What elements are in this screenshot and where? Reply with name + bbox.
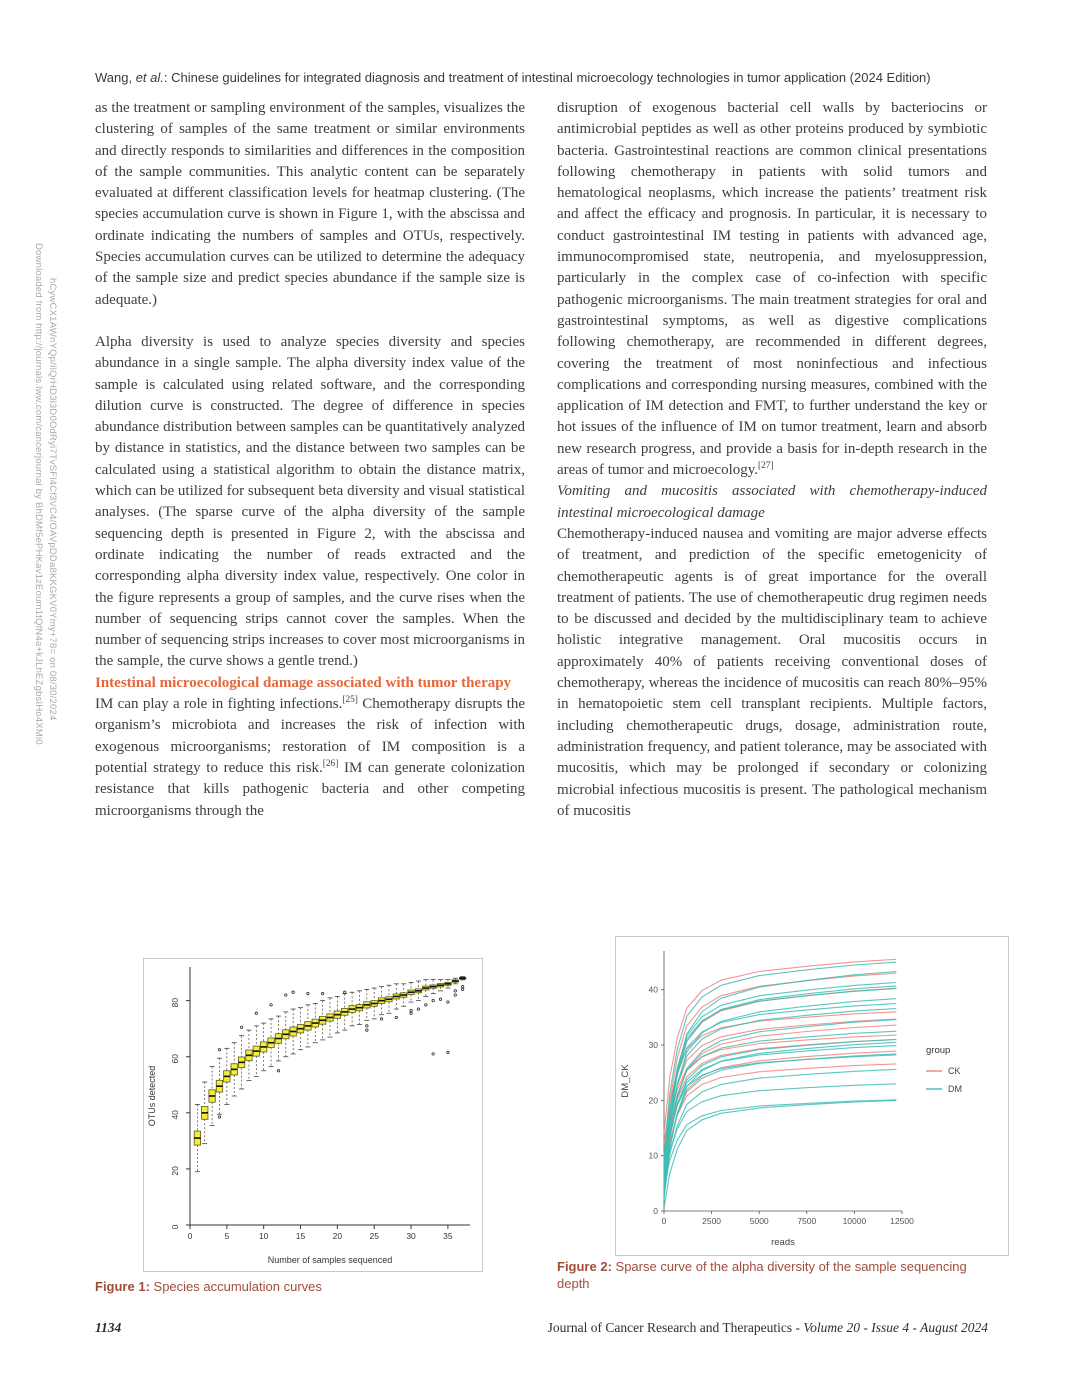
svg-text:20: 20	[648, 1095, 658, 1106]
svg-text:DM_CK: DM_CK	[620, 1064, 631, 1098]
right-column	[557, 98, 987, 934]
svg-text:20: 20	[332, 1231, 343, 1241]
download-watermark-line1: Downloaded from http://journals.lww.com/cancerjournal by BhDMf5ePHKav1zEoum1tQfN4a+kJLhEZgbsIHo4XMi0	[33, 243, 44, 745]
figure2-image	[615, 936, 1009, 1256]
svg-text:25: 25	[369, 1231, 379, 1241]
subheading-vomiting-mucositis: Vomiting and mucositis associated with chemotherapy-induced intestinal microecological damage	[557, 483, 987, 521]
svg-text:60: 60	[170, 1054, 180, 1064]
left-column	[95, 98, 525, 938]
svg-text:0: 0	[187, 1231, 193, 1241]
svg-text:0: 0	[653, 1206, 658, 1216]
running-header-etal: et al.	[135, 70, 164, 85]
svg-text:10: 10	[258, 1231, 269, 1241]
paragraph-im-text-a: IM can play a role in fighting infections.	[95, 696, 343, 713]
figure2-caption-text: Sparse curve of the alpha diversity of the sample sequencing depth	[557, 1259, 967, 1291]
paragraph-clustering: as the treatment or sampling environment of the samples, visualizes the clustering of samples of the same treatment or similar environments and directly responds to similarities and differences in the composition of the sample communities. This analytic content can be separately evaluated at different classification levels for heatmap clustering. (The species accumulation curve is shown in Figure 1, with the abscissa and ordinate indicating the numbers of samples and OTUs, respectively. Species accumulation curves can be utilized to determine the adequacy of the sample size and predict species abundance if the sample size is adequate.)	[95, 100, 525, 308]
svg-text:15: 15	[295, 1231, 306, 1241]
svg-text:80: 80	[170, 997, 180, 1008]
svg-text:0: 0	[661, 1216, 667, 1226]
citation-25: [25]	[342, 695, 358, 706]
citation-26: [26]	[322, 758, 339, 769]
citation-27: [27]	[758, 461, 774, 472]
section-heading-intestinal-damage: Intestinal microecological damage associated with tumor therapy	[95, 674, 512, 691]
figure1-caption-label: Figure 1:	[95, 1279, 150, 1294]
svg-text:OTUs detected: OTUs detected	[147, 1065, 157, 1127]
running-header-authors: Wang,	[95, 70, 136, 85]
figure2-chart	[616, 937, 1006, 1253]
journal-name: Journal of Cancer Research and Therapeutics	[547, 1320, 793, 1335]
svg-text:reads: reads	[771, 1237, 795, 1248]
running-header	[95, 70, 987, 85]
svg-text:group: group	[926, 1045, 951, 1056]
running-header-title: : Chinese guidelines for integrated diagnosis and treatment of intestinal microecology technologies in tumor application (2024 Edition)	[163, 70, 931, 85]
svg-text:7500: 7500	[797, 1216, 817, 1226]
svg-text:40: 40	[648, 984, 658, 995]
svg-text:DM: DM	[948, 1084, 962, 1094]
paragraph-chemo-text: disruption of exogenous bacterial cell walls by bacteriocins or antimicrobial peptides as well as other proteins produced by symbiotic bacteria. Gastrointestinal reactions are common clinical presentations following chemotherapy in patients with solid tumors and hematological neoplasms, which increase the patients’ treatment risk and affect the efficacy and prognosis. In particular, it is necessary to conduct gastrointestinal IM testing in patients with advanced age, immunocompromised state, neutropenia, and myelosuppression, particularly in the complex case of co-infection with specific pathogenic microorganisms. The main treatment strategies for oral and gastrointestinal symptoms, as well as digestive complications following chemotherapy, are recommended in different degrees, covering the treatment of most noninfectious and infectious complications and corresponding nursing measures, combined with the application of IM detection and FMT, to further understand the key or hot issues of the influence of IM on tumor treatment, learn and absorb new research progress, and provide a basis for in-depth research in the areas of tumor and microecology.	[557, 100, 987, 479]
paragraph-im-text-b: Chemotherapy disrupts the organism’s microbiota and increases the risk of infection with exogenous microorganisms; restoration of IM composition is a potential strategy to reduce this risk.	[95, 696, 525, 776]
svg-text:10000: 10000	[842, 1216, 867, 1226]
svg-text:0: 0	[170, 1224, 180, 1230]
svg-text:5000: 5000	[749, 1216, 769, 1226]
figure1-chart	[144, 959, 480, 1269]
svg-text:5: 5	[224, 1231, 230, 1241]
svg-text:CK: CK	[948, 1066, 961, 1076]
paragraph-nausea-vomiting: Chemotherapy-induced nausea and vomiting are major adverse effects of treatment, and prediction of the specific emetogenicity of chemotherapeutic agents is of great importance for the overall treatment of patients. The use of chemotherapeutic drug regimen needs to be discussed and decided by the multidisciplinary team to achieve holistic integrative management. Oral mucositis occurs in approximately 40% of patients receiving conventional doses of chemotherapy, whereas the incidence of mucositis can reach 80%–95% in hematopoietic stem cell transplant recipients. Multiple factors, including chemotherapeutic drugs, dosage, administration route, administration frequency, and patient tolerance, may be associated with mucositis, which may be prolonged if secondary or colonizing microbial infectious mucositis is present. The pathological mechanism of mucositis	[557, 525, 987, 819]
svg-text:12500: 12500	[890, 1216, 914, 1226]
figure1-caption	[95, 1278, 527, 1295]
svg-text:30: 30	[648, 1040, 658, 1051]
svg-text:2500: 2500	[702, 1216, 722, 1226]
journal-issue: - Volume 20 - Issue 4 - August 2024	[792, 1320, 988, 1335]
figure2-caption	[557, 1258, 989, 1292]
paragraph-chemo-gastro	[557, 98, 987, 481]
figure1-image	[143, 958, 483, 1272]
svg-text:30: 30	[406, 1231, 416, 1241]
page-number: 1134	[95, 1320, 122, 1335]
paragraph-gap	[95, 311, 525, 332]
journal-footer	[400, 1320, 988, 1336]
svg-text:40: 40	[170, 1110, 180, 1120]
figure2-caption-label: Figure 2:	[557, 1259, 612, 1274]
svg-text:10: 10	[648, 1150, 658, 1161]
svg-text:20: 20	[170, 1166, 180, 1176]
paragraph-alpha-diversity: Alpha diversity is used to analyze species diversity and species abundance in a single sample. The alpha diversity index value of the sample is calculated using related software, and the corresponding dilution curve is constructed. The degree of difference in species abundance distribution between samples can be quantitatively analyzed by distance in statistics, and the distance between two samples can be calculated using a statistical algorithm to obtain the distance matrix, which can be utilized for subsequent beta diversity and visual statistical analyses. (The sparse curve of the alpha diversity of the sample sequencing depth is presented in Figure 2, with the abscissa and ordinate indicating the number of reads extracted and the corresponding alpha diversity index value, respectively. One color in the figure represents a group of samples, and the curve rises when the number of sequencing strips cannot cover the samples. When the number of sequencing strips increases to cover most microorganisms in the sample, the curve shows a gentle trend.)	[95, 333, 525, 670]
download-watermark-line2: hCywCX1AWnYQp/IlQrHD3i3D0OdRyi7TvSFl4Cf3VC4/OAVpDDa8KKGKV0Ymy+78= on 08/30/2024	[47, 278, 58, 721]
figure1-caption-text: Species accumulation curves	[149, 1279, 322, 1294]
svg-text:35: 35	[443, 1231, 453, 1241]
paragraph-im-infections	[95, 694, 525, 822]
svg-text:Number of samples sequenced: Number of samples sequenced	[267, 1255, 393, 1265]
paragraph-im-text-c: IM can generate colonization resistance that kills pathogenic bacteria and other competing microorganisms through the	[95, 759, 525, 819]
